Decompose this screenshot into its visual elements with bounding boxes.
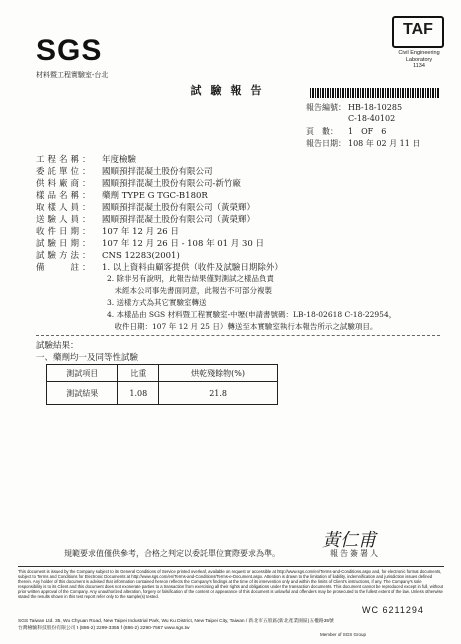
field-label: 供料廠商：	[36, 179, 94, 189]
meta-value: 108 年 02 月 11 日	[348, 139, 421, 148]
document-number: WC 6211294	[362, 605, 424, 615]
meta-label: 報告編號：	[306, 103, 346, 112]
remark-line: 收件日期：107 年 12 月 25 日）轉送至本實驗室執行本報告所示之試驗項目。	[107, 322, 378, 331]
footer-divider	[18, 566, 444, 567]
field-value: 107 年 12 月 26 日 - 108 年 01 月 30 日	[102, 239, 265, 249]
field-value: 國順預拌混凝土股份有限公司（黃榮輝）	[102, 203, 256, 213]
field-label: 工程名稱：	[36, 155, 94, 165]
signature: 黃仁甫	[322, 530, 376, 551]
field-value: 1. 以上資料由顧客提供（收件及試驗日期除外）	[102, 263, 283, 273]
field-label: 取樣人員：	[36, 203, 94, 213]
report-number	[306, 102, 402, 113]
meta-value: C-18-40102	[348, 114, 396, 123]
table-header-row	[47, 365, 278, 382]
report-number-2	[306, 114, 395, 123]
field-label: 備 註：	[36, 263, 94, 273]
field-test-date	[36, 237, 264, 249]
field-sample	[36, 189, 208, 201]
meta-label: 頁 數：	[306, 127, 338, 136]
field-remarks	[36, 261, 283, 273]
member-note: Member of SGS Group	[320, 632, 367, 637]
company-address: 35, Wu Chyuan Road, New Taipei Industrial Park, Wu Ku District, New Taipei City, Taiwan / 新北市五股區(新北產業園區)五權路35號	[55, 619, 334, 624]
remark-line: 3. 送樣方式為其它實驗室轉送	[107, 298, 207, 307]
field-value: 國順預拌混凝土股份有限公司-新竹廠	[102, 179, 241, 189]
company-web[interactable]: www.sgs.tw	[164, 626, 190, 631]
barcode	[310, 88, 440, 98]
remark-line: 未經本公司事先書面同意，此報告不可部分複製	[107, 286, 272, 295]
table-row	[47, 382, 278, 405]
page-count	[306, 126, 386, 137]
field-client	[36, 165, 213, 177]
field-received-date	[36, 225, 179, 237]
accreditation-label	[388, 50, 450, 70]
table-cell: 測試結果	[47, 382, 118, 405]
signatory-label: 報告簽署人	[330, 549, 380, 558]
field-value: CNS 12283(2001)	[102, 251, 180, 261]
field-value: 年度檢驗	[102, 155, 137, 165]
field-label: 試驗日期：	[36, 239, 94, 249]
table-cell: 21.8	[159, 382, 278, 405]
field-value: 107 年 12 月 26 日	[102, 227, 179, 237]
meta-value: HB-18-10285	[348, 103, 403, 112]
results-table	[46, 364, 278, 405]
table-cell: 1.08	[118, 382, 159, 405]
field-label: 委託單位：	[36, 167, 94, 177]
field-label: 送驗人員：	[36, 215, 94, 225]
company-phone: t (886-2) 2299-3355	[76, 626, 120, 631]
remark-line: 4. 本樣品由 SGS 材料暨工程實驗室-中壢(申請書號碼：LB-18-02618 C-18-22954，	[107, 310, 397, 319]
field-submitter	[36, 213, 255, 225]
results-subheading: 一、藥劑均一及同等性試驗	[36, 353, 139, 363]
field-value: 國順預拌混凝土股份有限公司（黃榮輝）	[102, 215, 256, 225]
company-footer	[18, 618, 334, 632]
footnote: 規範要求值僅供參考，合格之判定以委託單位實際要求為準。	[64, 549, 280, 558]
company-fax: f (886-2) 2290-7567	[120, 626, 164, 631]
field-sampler	[36, 201, 255, 213]
field-method	[36, 249, 180, 261]
field-value: 國順預拌混凝土股份有限公司	[102, 167, 213, 177]
taf-logo: TAF	[403, 21, 433, 38]
remark-line: 2. 除非另有說明，此報告結果僅對測試之樣品負責	[107, 274, 275, 283]
field-value: 藥劑 TYPE G TGC-B180R	[102, 191, 208, 201]
results-heading: 試驗結果：	[36, 341, 79, 351]
fine-print: This document is issued by the Company subject to its General Conditions of Service printed overleaf, available on request or accessible at http://www.sgs.com/en/Terms-and-Conditions.aspx and, for electronic format documents, subject to Terms and Conditions for Electronic Documents at http://www.sgs.com/en/Terms-and-Conditions/Terms-e-Document.aspx. Attention is drawn to the limitation of liability, indemnification and jurisdiction issues defined therein. Any holder of this document is advised that information contained hereon reflects the Company's findings at the time of its intervention only and within the limits of Client's instructions, if any. The Company's sole responsibility is to its Client and this document does not exonerate parties to a transaction from exercising all their rights and obligations under the transaction documents. This document cannot be reproduced except in full, without prior written approval of the Company. Any unauthorized alteration, forgery or falsification of the content or appearance of this document is unlawful and offenders may be prosecuted to the fullest extent of the law. Unless otherwise stated the results shown in this test report refer only to the sample(s) tested.	[18, 569, 443, 599]
field-label: 樣品名稱：	[36, 191, 94, 201]
lab-number: 1134	[413, 63, 425, 69]
field-label: 試驗方法：	[36, 251, 94, 261]
section-divider	[36, 335, 440, 336]
lab-subtitle: 材料暨工程實驗室-台北	[36, 71, 109, 79]
lab-line2: Laboratory	[405, 56, 433, 63]
company-name-zh: 台灣檢驗科技股份有限公司	[18, 626, 76, 631]
sgs-logo: SGS	[36, 34, 103, 67]
field-label: 收件日期：	[36, 227, 94, 237]
column-header: 測試項目	[47, 365, 118, 382]
field-project	[36, 153, 136, 165]
company-name: SGS Taiwan Ltd.	[18, 619, 54, 624]
field-supplier	[36, 177, 241, 189]
lab-line1: Civil Engineering	[398, 50, 440, 56]
meta-value: 1 OF 6	[348, 127, 387, 136]
column-header: 比重	[118, 365, 159, 382]
column-header: 烘乾殘餘物(%)	[159, 365, 278, 382]
meta-label: 報告日期：	[306, 139, 346, 148]
document-title: 試驗報告	[190, 84, 271, 97]
report-date	[306, 138, 420, 149]
